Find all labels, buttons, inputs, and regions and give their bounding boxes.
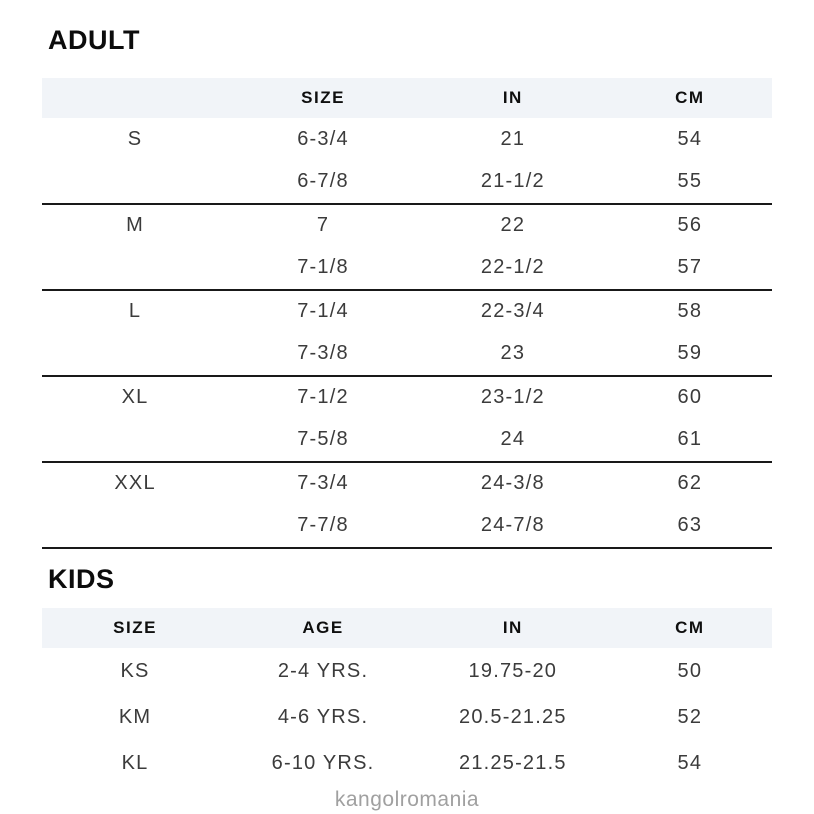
- in-value: 24-3/8: [480, 472, 545, 495]
- table-row: [42, 505, 772, 548]
- size-label: [42, 247, 228, 290]
- cm-value: 61: [608, 419, 772, 462]
- size-label: XL: [121, 386, 149, 409]
- in-value: 21: [500, 127, 526, 150]
- size-value: 7-1/8: [228, 247, 418, 290]
- cm-value: 59: [608, 333, 772, 376]
- cm-value: 50: [677, 659, 703, 682]
- size-label: [42, 161, 228, 204]
- kids-header-size: SIZE: [42, 608, 228, 648]
- in-value: 22-1/2: [418, 247, 608, 290]
- size-value: 7-1/4: [297, 300, 349, 323]
- kids-header-cm: CM: [608, 608, 772, 648]
- cm-value: 52: [677, 705, 703, 728]
- adult-section-title: ADULT: [48, 25, 140, 55]
- in-value: 22-3/4: [480, 300, 545, 323]
- adult-header-row: [42, 78, 772, 118]
- size-value: 7-5/8: [228, 419, 418, 462]
- in-value: 21-1/2: [418, 161, 608, 204]
- size-value: 6-3/4: [297, 127, 349, 150]
- age-value: 2-4 YRS.: [277, 659, 369, 682]
- in-value: 24-7/8: [418, 505, 608, 548]
- cm-value: 63: [608, 505, 772, 548]
- size-value: 7-3/8: [228, 333, 418, 376]
- in-value: 24: [418, 419, 608, 462]
- size-label: XXL: [114, 472, 156, 495]
- table-row: [42, 419, 772, 462]
- size-label: KM: [118, 705, 152, 728]
- cm-value: 57: [608, 247, 772, 290]
- cm-value: 54: [677, 127, 703, 150]
- size-value: 7: [316, 214, 330, 237]
- kids-header-row: [42, 608, 772, 648]
- in-value: 19.75-20: [468, 659, 558, 682]
- table-row: [42, 376, 772, 419]
- table-row: [42, 648, 772, 694]
- age-value: 4-6 YRS.: [277, 705, 369, 728]
- table-row: [42, 694, 772, 740]
- in-value: 21.25-21.5: [459, 751, 567, 774]
- size-label: KS: [120, 659, 150, 682]
- in-value: 23: [418, 333, 608, 376]
- table-row: [42, 462, 772, 505]
- size-label: L: [128, 300, 142, 323]
- in-value: 22: [500, 214, 526, 237]
- adult-size-table: [42, 78, 772, 549]
- kids-section-title: KIDS: [48, 563, 115, 594]
- size-label: [42, 333, 228, 376]
- adult-header-in: IN: [418, 78, 608, 118]
- size-label: KL: [121, 751, 149, 774]
- kids-header-in: IN: [418, 608, 608, 648]
- table-row: [42, 247, 772, 290]
- size-value: 7-3/4: [297, 472, 349, 495]
- kids-size-table: [42, 608, 772, 786]
- adult-header-cm: CM: [608, 78, 772, 118]
- in-value: 20.5-21.25: [459, 705, 567, 728]
- size-value: 6-7/8: [228, 161, 418, 204]
- table-row: [42, 118, 772, 161]
- cm-value: 56: [677, 214, 703, 237]
- size-value: 7-7/8: [228, 505, 418, 548]
- size-label: S: [127, 127, 143, 150]
- table-row: [42, 290, 772, 333]
- age-value: 6-10 YRS.: [271, 751, 375, 774]
- cm-value: 58: [677, 300, 703, 323]
- adult-header-blank: [42, 78, 228, 118]
- table-row: [42, 333, 772, 376]
- size-label: [42, 419, 228, 462]
- cm-value: 54: [677, 751, 703, 774]
- in-value: 23-1/2: [480, 386, 545, 409]
- cm-value: 62: [677, 472, 703, 495]
- cm-value: 55: [608, 161, 772, 204]
- size-label: [42, 505, 228, 548]
- adult-header-size: SIZE: [228, 78, 418, 118]
- brand-watermark: kangolromania: [334, 788, 480, 812]
- table-row: [42, 740, 772, 786]
- table-row: [42, 204, 772, 247]
- cm-value: 60: [677, 386, 703, 409]
- size-value: 7-1/2: [297, 386, 349, 409]
- size-label: M: [126, 214, 144, 237]
- kids-header-age: AGE: [228, 608, 418, 648]
- table-row: [42, 161, 772, 204]
